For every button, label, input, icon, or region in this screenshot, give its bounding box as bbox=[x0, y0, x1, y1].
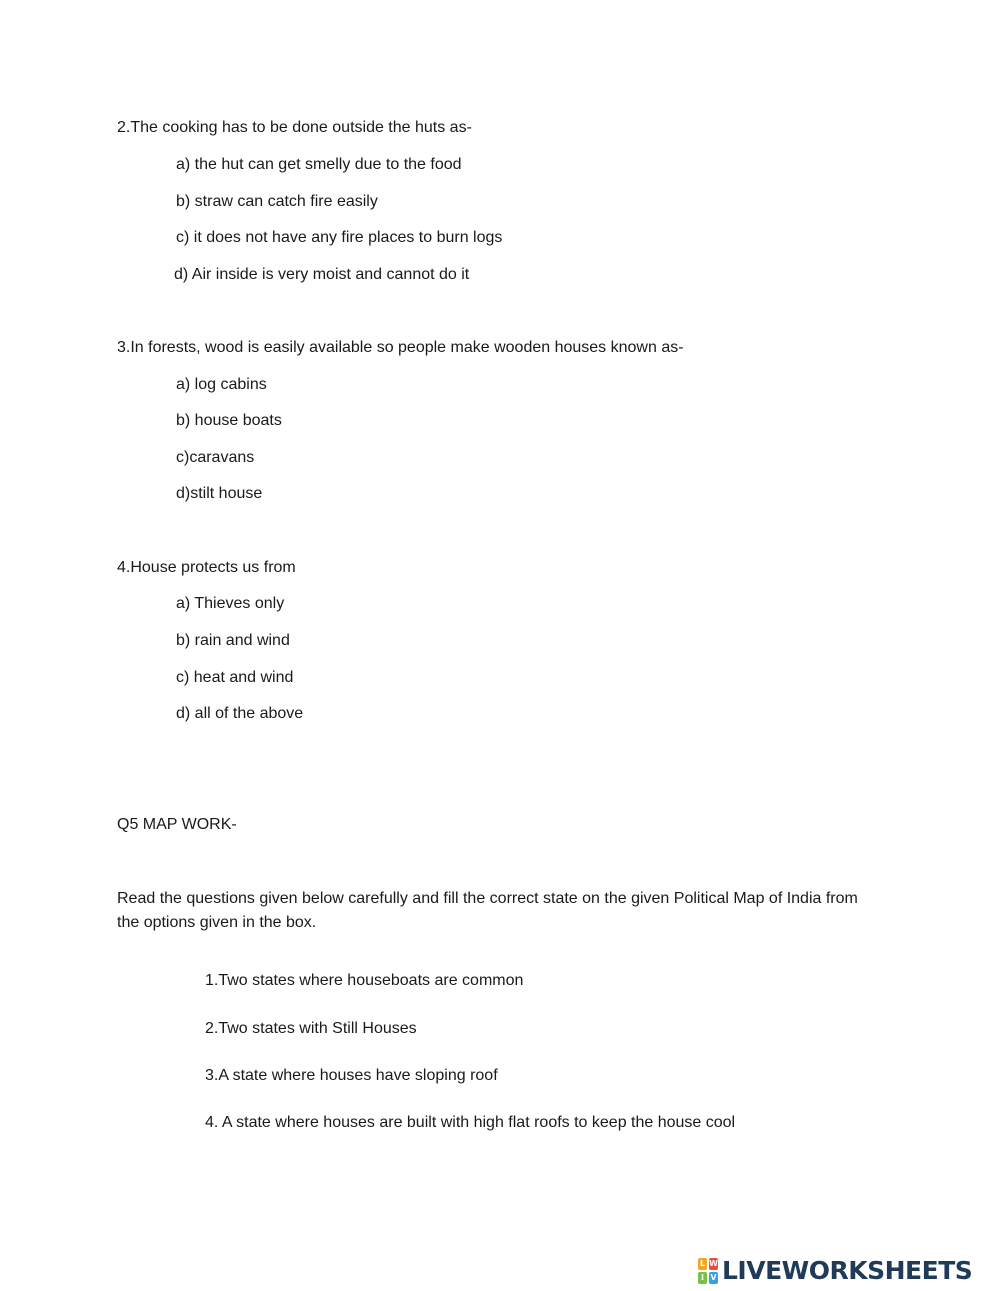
question-4-option-d: d) all of the above bbox=[176, 705, 304, 722]
logo-square-i: I bbox=[698, 1272, 707, 1284]
map-work-item-1: 1.Two states where houseboats are common bbox=[205, 972, 524, 989]
question-4-option-b: b) rain and wind bbox=[176, 632, 290, 649]
question-2-option-d: d) Air inside is very moist and cannot do it bbox=[174, 266, 470, 283]
question-4-option-a: a) Thieves only bbox=[176, 595, 285, 612]
logo-square-v: V bbox=[710, 1273, 717, 1282]
logo-square-l: L bbox=[699, 1259, 706, 1268]
map-work-item-4: 4. A state where houses are built with high flat roofs to keep the house cool bbox=[205, 1114, 736, 1131]
question-3-text: 3.In forests, wood is easily available so people make wooden houses known as- bbox=[117, 339, 684, 356]
question-3-option-b: b) house boats bbox=[176, 412, 282, 429]
liveworksheets-logo bbox=[698, 1256, 972, 1286]
map-work-heading: Q5 MAP WORK- bbox=[117, 816, 237, 833]
question-4-option-c: c) heat and wind bbox=[176, 669, 294, 686]
map-work-instructions: Read the questions given below carefully and fill the correct state on the given Political Map of India from the options given in the box. bbox=[117, 890, 858, 931]
question-2-option-c: c) it does not have any fire places to burn logs bbox=[176, 229, 503, 246]
question-2-option-b: b) straw can catch fire easily bbox=[176, 193, 378, 210]
logo-text: LIVEWORKSHEETS bbox=[722, 1256, 973, 1285]
question-4-text: 4.House protects us from bbox=[117, 559, 296, 576]
logo-squares-icon bbox=[698, 1258, 718, 1284]
question-2-option-a: a) the hut can get smelly due to the food bbox=[176, 156, 462, 173]
question-3-option-d: d)stilt house bbox=[176, 485, 263, 502]
logo-square-w: W bbox=[709, 1259, 718, 1268]
question-2-text: 2.The cooking has to be done outside the huts as- bbox=[117, 119, 472, 136]
map-work-item-2: 2.Two states with Still Houses bbox=[205, 1020, 417, 1037]
question-3-option-c: c)caravans bbox=[176, 449, 255, 466]
question-3-option-a: a) log cabins bbox=[176, 376, 267, 393]
map-work-item-3: 3.A state where houses have sloping roof bbox=[205, 1067, 498, 1084]
